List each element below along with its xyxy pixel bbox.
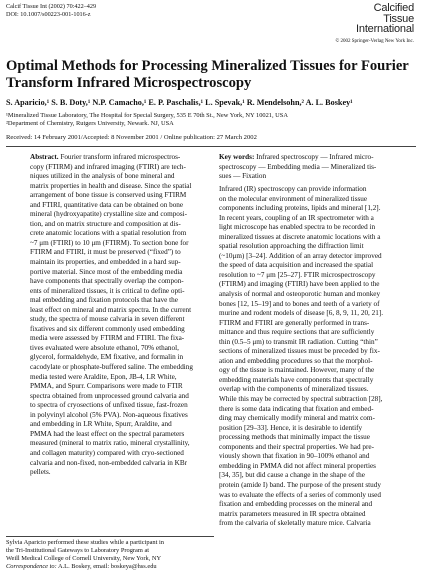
body-line: protein (amide I) band. The purpose of the present study: [219, 480, 381, 489]
footnote-line: Weill Medical College of Cornell University, New York, NY: [6, 554, 162, 562]
abstract-label: Abstract.: [30, 153, 59, 161]
body-line: was to evaluate the effects of a series of commonly used: [219, 490, 381, 499]
abstract-line: cacodylate or phosphate-buffered saline. The embedding: [30, 363, 193, 372]
abstract-line: have components that spectrally overlap the compon-: [30, 277, 184, 286]
journal-logo-text: Calcified Tissue International: [356, 2, 414, 35]
citation-header: [6, 3, 96, 19]
body-line: Infrared (IR) spectroscopy can provide information: [219, 185, 367, 193]
abstract-line: portive material. Since most of the embedding media: [30, 267, 183, 276]
introduction-text: [219, 185, 413, 529]
body-line: on the molecular environment of mineralized tissue: [219, 194, 368, 203]
abstract-line: tion, and on matrix structure and composition at dis-: [30, 219, 181, 228]
body-line: components and their spectral properties. We had pre-: [219, 442, 374, 451]
author-list: S. Aparicio,¹ S. B. Doty,¹ N.P. Camacho,¹ E. P. Paschalis,¹ L. Spevak,¹ R. Mendelsohn,² A. L. Boskey¹: [6, 98, 353, 107]
body-line: While this may be corrected by spectral subtraction [28],: [219, 395, 383, 404]
body-line: from the calvaria of skeletally mature mice. Calvaria: [219, 519, 371, 528]
body-line: viously shown that fixation in 90–100% ethanol and: [219, 452, 370, 461]
affiliation-item: ¹Mineralized Tissue Laboratory, The Hospital for Special Surgery, 535 E 70th St., New York, NY 10021, USA: [6, 112, 288, 119]
doi-line: DOI: 10.1007/s00223-001-1016-z: [6, 11, 91, 18]
header-divider: [6, 146, 416, 147]
body-line: overlap with the components of mineralized tissues.: [219, 385, 369, 394]
body-line: (~10μm) [3–24]. Addition of an array detector improved: [219, 251, 382, 260]
body-line: embedding in PMMA did not affect mineral properties: [219, 461, 376, 470]
body-line: mittance and thus require sections that are sufficiently: [219, 328, 375, 337]
abstract-line: to spectra of cryosections of unfixed tissue, fast-frozen: [30, 401, 188, 410]
publication-dates: Received: 14 February 2001/Accepted: 8 November 2001 / Online publication: 27 March 2002: [6, 134, 257, 141]
citation-line: Calcif Tissue Int (2002) 70:422–429: [6, 3, 97, 10]
abstract-line: arrangement of bone tissue is conserved using FTIRM: [30, 191, 187, 200]
affiliation-item: ²Department of Chemistry, Rutgers University, Newark. NJ, USA: [6, 120, 174, 128]
keywords: [219, 153, 409, 182]
keywords-body: [219, 163, 409, 182]
abstract-line: study, the spectra of mouse calvaria in seven different: [30, 315, 185, 324]
abstract-line: media were assessed by FTIRM and FTIRI. The fixa-: [30, 334, 185, 343]
body-line: matrix parameters measured in IR spectra obtained: [219, 509, 366, 518]
keywords-line: spectroscopy — Embedding media — Mineralized tis-: [219, 162, 377, 171]
body-line: sections of mineralized tissues must be preceded by fix-: [219, 347, 380, 356]
body-line: bones [12, 15–19] and to bones and teeth of a variety of: [219, 299, 380, 308]
abstract-line: calvaria and non-fixed, non-embedded calvaria in KBr: [30, 458, 188, 467]
abstract-line: PMMA, and Spurr. Comparisons were made to FTIR: [30, 382, 183, 391]
abstract-line: niques utilized in the analysis of bone mineral and: [30, 172, 175, 181]
abstract-line: PMMA had the least effect on the spectral parameters: [30, 429, 185, 438]
abstract-line: spectra obtained from unprocessed ground calvaria and: [30, 391, 189, 400]
body-line: components including proteins, lipids and mineral [1,2].: [219, 204, 381, 213]
abstract-line: ~7 μm (FTIRI) to 10 μm (FTIRM). To section bone for: [30, 238, 189, 247]
body-line: ding may chemically modify mineral and matrix com-: [219, 414, 375, 423]
body-line: [34, 35], but did cause a change in the shape of the: [219, 471, 365, 480]
correspondence-line: [6, 563, 214, 571]
abstract-line: tives evaluated were absolute ethanol, 70% ethanol,: [30, 343, 179, 352]
abstract-line: least effect on mineral and matrix spectra. In the current: [30, 305, 192, 314]
body-line: analysis of normal and osteoporotic human and monkey: [219, 290, 381, 299]
abstract-line: measured (mineral to matrix ratio, mineral crystallinity,: [30, 439, 190, 448]
footnote-divider: [6, 536, 214, 537]
abstract-line: mal embedding and fixation protocols that have the: [30, 296, 178, 305]
abstract-line: matrix properties in health and disease. Since the spatial: [30, 181, 192, 190]
abstract-line: mineral (hydroxyapatite) crystalline size and composi-: [30, 210, 188, 219]
abstract: [30, 153, 216, 478]
body-line: mineralized tissues at discrete anatomic locations with a: [219, 232, 381, 241]
body-line: thin (0.5–5 μm) to transmit IR radiation. Cutting “thin”: [219, 337, 378, 346]
body-line: murine and rodent models of disease [6, 8, 9, 11, 20, 21].: [219, 309, 384, 318]
abstract-line: fixatives and six different commonly used embedding: [30, 324, 185, 333]
correspondence-label: Correspondence to:: [6, 562, 57, 570]
correspondence-email: A.L. Boskey, email: boskeya@hss.edu: [56, 562, 157, 570]
abstract-first-line: Abstract. Fourier transform infrared microspectros-: [30, 153, 181, 161]
body-line: FTIRM and FTIRI are generally performed in trans-: [219, 318, 370, 327]
abstract-line: maintain its properties, and embedded in a hard sup-: [30, 258, 181, 267]
abstract-line: and FTIRI, quantitative data can be obtained on bone: [30, 200, 184, 209]
body-line: embedding materials have components that spectrally: [219, 375, 374, 384]
affiliations: [6, 112, 418, 128]
keywords-label: Key words:: [219, 153, 255, 161]
body-line: spatial resolution approaching the diffraction limit: [219, 242, 364, 251]
abstract-line: pellets.: [30, 468, 51, 477]
body-line: fixation and embedding processes on the mineral and: [219, 500, 373, 509]
body-line: resolution to ~7 μm [25–27]. FTIR microspectroscopy: [219, 270, 376, 279]
abstract-line: and embedding in LR White, Spurr, Araldite, and: [30, 420, 172, 429]
keywords-first-line: Key words: Infrared spectroscopy — Infrared micro-: [219, 153, 374, 161]
footnote-line: Sylvia Aparicio performed these studies while a participant in: [6, 539, 164, 546]
body-line: the speed of data acquisition and increased the spatial: [219, 261, 374, 270]
body-line: there is some data indicating that fixation and embed-: [219, 404, 374, 413]
body-line: ogy of the tissue is maintained. However, many of the: [219, 366, 375, 375]
abstract-line: FTIRM and FTIRI, it must be preserved (“fixed”) to: [30, 248, 181, 257]
body-line: light microscope has enabled spectra to be recorded in: [219, 223, 376, 232]
footnote-body: [6, 539, 214, 563]
footnote: [6, 539, 214, 571]
body-line: (FTIRM) and imaging (FTIRI) have been applied to the: [219, 280, 380, 289]
keywords-line: sues — Fixation: [219, 172, 267, 181]
copyright-notice: © 2002 Springer-Verlag New York Inc.: [335, 38, 414, 44]
body-line: In recent years, coupling of an IR spectrometer with a: [219, 213, 374, 222]
abstract-line: ents of mineralized tissues, it is critical to define opti-: [30, 286, 185, 295]
body-line: position [29–33]. Hence, it is desirable to identify: [219, 423, 363, 432]
abstract-line: copy (FTIRM) and infrared imaging (FTIRI) are tech-: [30, 162, 186, 171]
abstract-line: media tested were Araldite, Epon, JB-4, LR White,: [30, 372, 177, 381]
abstract-line: and collagen maturity) compared with cryo-sectioned: [30, 448, 184, 457]
journal-logo: [264, 3, 414, 45]
introduction-body: [219, 185, 413, 529]
body-line: processing methods that minimally impact the tissue: [219, 433, 370, 442]
footnote-line: the Tri-Institutional Gateways to Laboratory Program at: [6, 546, 150, 554]
abstract-line: glycerol, formaldehyde, EM fixative, and formalin in: [30, 353, 184, 362]
article-title: Optimal Methods for Processing Mineralized Tissues for Fourier Transform Infrared Microspectroscopy: [6, 58, 409, 91]
abstract-body: [30, 163, 216, 478]
body-line: ation and embedding procedures so that the morphol-: [219, 356, 373, 365]
abstract-line: in polyvinyl alcohol (5% PVA). Non-aqueous fixatives: [30, 410, 188, 419]
abstract-line: crete anatomic locations with a spatial resolution from: [30, 229, 187, 238]
